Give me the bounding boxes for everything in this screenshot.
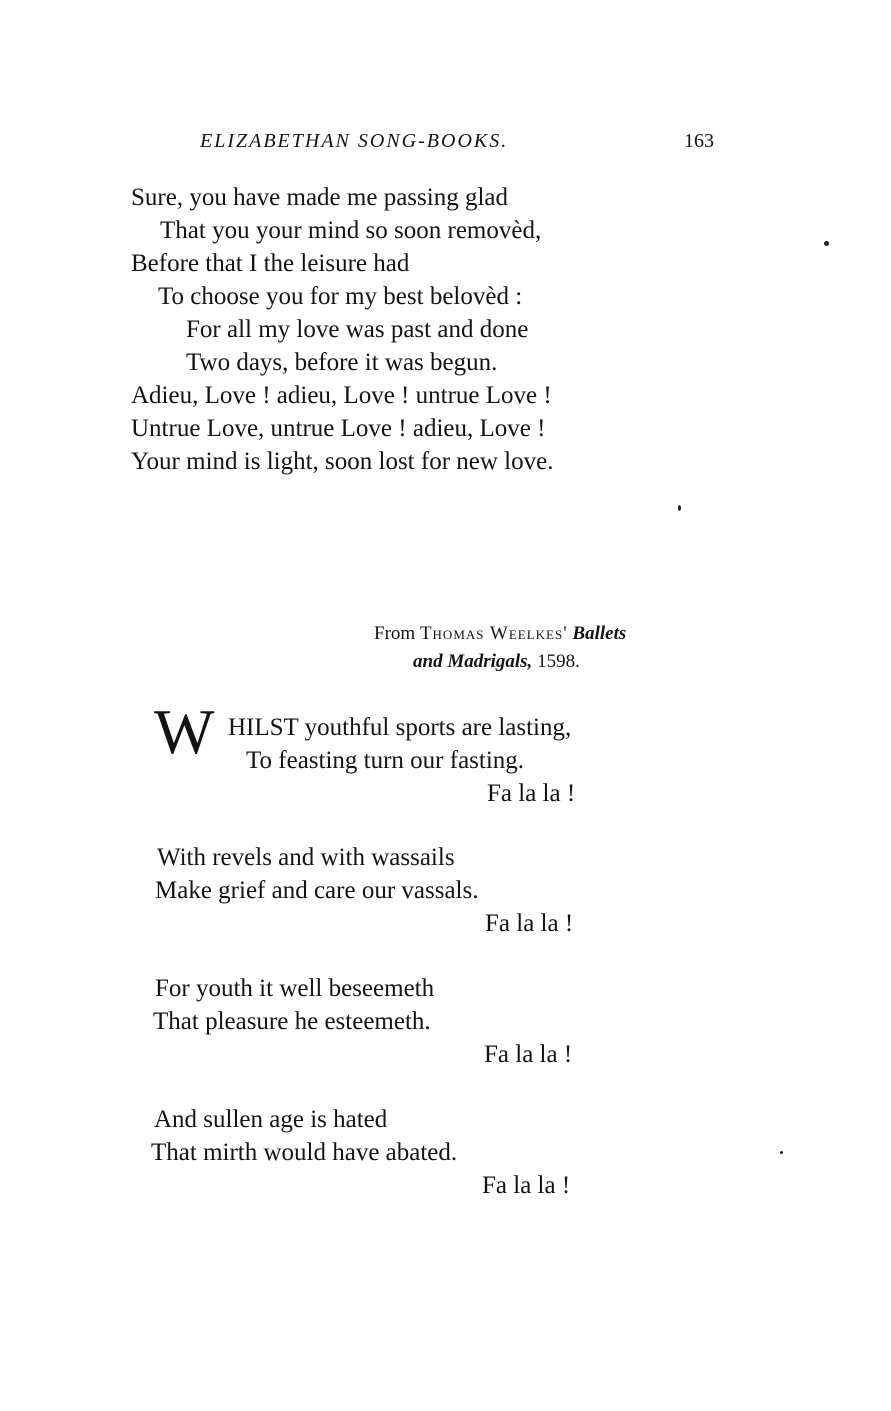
- page-number: 163: [684, 130, 714, 152]
- source-attribution-line1: [374, 622, 626, 646]
- poem-line: That you your mind so soon removèd,: [160, 217, 542, 244]
- poem-line: To feasting turn our fasting.: [246, 747, 525, 774]
- poem-line: To choose you for my best belovèd :: [158, 283, 523, 310]
- refrain: Fa la la !: [485, 910, 574, 937]
- refrain: Fa la la !: [487, 780, 576, 807]
- scan-speck: [780, 1151, 783, 1154]
- refrain: Fa la la !: [484, 1041, 573, 1068]
- running-title: ELIZABETHAN SONG-BOOKS.: [200, 130, 509, 152]
- source-year: 1598.: [537, 651, 580, 672]
- poem-line: Two days, before it was begun.: [186, 349, 498, 376]
- scan-speck: [824, 241, 829, 246]
- scan-speck: [678, 505, 681, 511]
- source-attribution-line2: [413, 650, 580, 674]
- drop-cap: W: [154, 696, 215, 767]
- refrain: Fa la la !: [482, 1172, 571, 1199]
- poem-line: Untrue Love, untrue Love ! adieu, Love !: [131, 415, 546, 442]
- poem-line: That pleasure he esteemeth.: [153, 1008, 431, 1035]
- poem-line: And sullen age is hated: [154, 1106, 388, 1133]
- poem-line: Your mind is light, soon lost for new love.: [131, 448, 554, 475]
- source-work-title-cont: and Madrigals,: [413, 651, 533, 672]
- poem-line: Make grief and care our vassals.: [155, 877, 479, 904]
- poem-line: With revels and with wassails: [157, 844, 455, 871]
- source-composer: Thomas Weelkes': [419, 623, 568, 644]
- poem-line: Sure, you have made me passing glad: [131, 184, 508, 211]
- poem-line: HILST youthful sports are lasting,: [228, 714, 572, 741]
- source-prefix: From: [374, 623, 416, 644]
- poem-line: For youth it well beseemeth: [155, 975, 435, 1002]
- poem-line: That mirth would have abated.: [151, 1139, 458, 1166]
- poem-line: Before that I the leisure had: [131, 250, 410, 277]
- poem-line: For all my love was past and done: [186, 316, 529, 343]
- source-work-title: Ballets: [572, 623, 627, 644]
- poem-line: Adieu, Love ! adieu, Love ! untrue Love !: [131, 382, 552, 409]
